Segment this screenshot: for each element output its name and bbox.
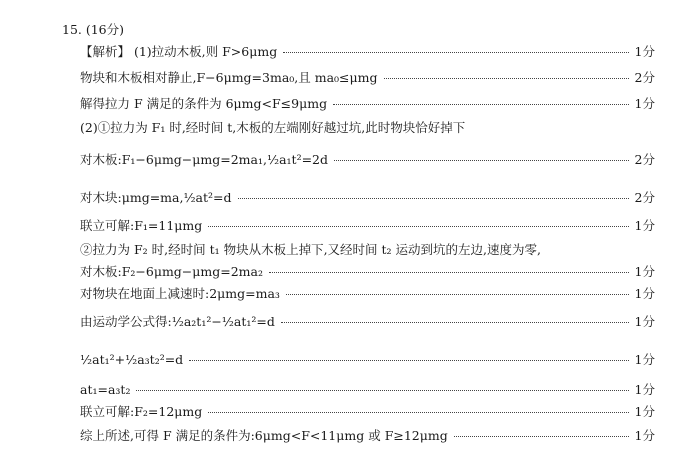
line-text: 物块和木板相对静止,F−6μmg=3ma₀,且 ma₀≤μmg [80, 70, 378, 85]
score-label: 1分 [634, 286, 655, 301]
solution-line [80, 188, 655, 206]
solution-line [80, 284, 655, 302]
solution-line [80, 216, 655, 234]
line-text: at₁=a₃t₂ [80, 382, 131, 397]
dot-leader [334, 159, 629, 161]
dot-leader [286, 293, 629, 295]
dot-leader [283, 51, 628, 53]
solution-line [80, 118, 655, 136]
solution-line [80, 312, 655, 330]
dot-leader [333, 103, 628, 105]
dot-leader [454, 435, 629, 437]
score-label: 1分 [634, 96, 655, 111]
score-label: 2分 [634, 152, 655, 167]
solution-line [80, 240, 655, 258]
score-label: 2分 [634, 190, 655, 205]
dot-leader [384, 77, 629, 79]
dot-leader [189, 359, 628, 361]
solution-line [80, 42, 655, 60]
line-text: (2)①拉力为 F₁ 时,经时间 t,木板的左端刚好越过坑,此时物块恰好掉下 [80, 120, 466, 135]
solution-line [80, 94, 655, 112]
score-label: 2分 [634, 70, 655, 85]
dot-leader [208, 225, 628, 227]
score-label: 1分 [634, 264, 655, 279]
line-text: 联立可解:F₁=11μmg [80, 218, 203, 233]
score-label: 1分 [634, 314, 655, 329]
problem-number: 15. (16分) [62, 22, 125, 37]
solution-line [80, 380, 655, 398]
line-text: 对物块在地面上减速时:2μmg=ma₃ [80, 286, 280, 301]
line-text: ②拉力为 F₂ 时,经时间 t₁ 物块从木板上掉下,又经时间 t₂ 运动到坑的左边,速度为零, [80, 242, 541, 257]
dot-leader [208, 411, 628, 413]
score-label: 1分 [634, 352, 655, 367]
score-label: 1分 [634, 44, 655, 59]
line-text: 【解析】 (1)拉动木板,则 F>6μmg [80, 44, 278, 59]
line-text: 解得拉力 F 满足的条件为 6μmg<F≤9μmg [80, 96, 328, 111]
line-text: 对木板:F₂−6μmg−μmg=2ma₂ [80, 264, 263, 279]
solution-line [80, 262, 655, 280]
solution-line [80, 426, 655, 444]
problem-header [62, 20, 637, 38]
line-text: ½at₁²+½a₃t₂²=d [80, 352, 184, 367]
score-label: 1分 [634, 382, 655, 397]
line-text: 由运动学公式得:½a₂t₁²−½at₁²=d [80, 314, 275, 329]
dot-leader [281, 321, 629, 323]
solution-line [80, 350, 655, 368]
solution-line [80, 402, 655, 420]
solution-line [80, 68, 655, 86]
score-label: 1分 [634, 428, 655, 443]
solution-line [80, 150, 655, 168]
score-label: 1分 [634, 218, 655, 233]
dot-leader [238, 197, 629, 199]
line-text: 综上所述,可得 F 满足的条件为:6μmg<F<11μmg 或 F≥12μmg [80, 428, 448, 443]
line-text: 联立可解:F₂=12μmg [80, 404, 203, 419]
dot-leader [269, 271, 629, 273]
dot-leader [136, 389, 628, 391]
line-text: 对木板:F₁−6μmg−μmg=2ma₁,½a₁t²=2d [80, 152, 329, 167]
score-label: 1分 [634, 404, 655, 419]
line-text: 对木块:μmg=ma,½at²=d [80, 190, 232, 205]
